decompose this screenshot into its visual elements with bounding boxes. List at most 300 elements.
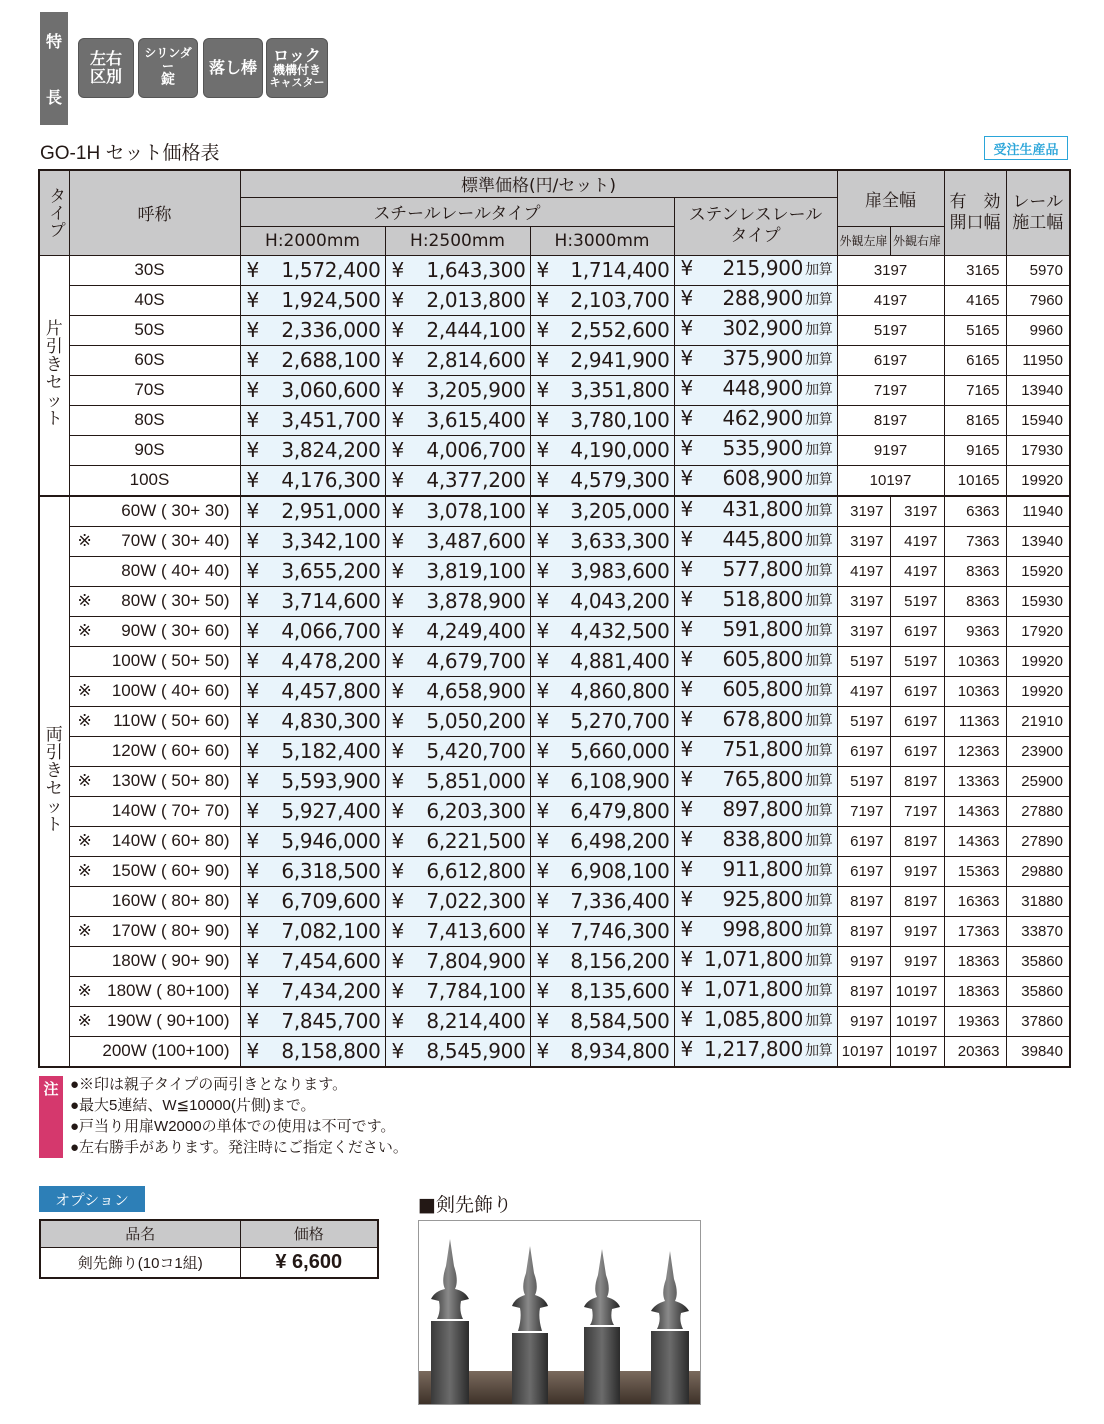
door-left-width: 4197 (837, 556, 890, 586)
price-cell (240, 435, 385, 465)
header-type (39, 170, 69, 255)
opening-width: 11363 (944, 706, 1006, 736)
model-name-text: 180W ( 80+100) (107, 981, 230, 1000)
yen-sign: ¥ (246, 919, 259, 943)
door-width: 10197 (837, 465, 944, 496)
price-value: 3,615,400 (426, 408, 526, 432)
yen-sign: ¥ (391, 679, 404, 703)
yen-sign: ¥ (680, 616, 693, 641)
spike-2 (512, 1246, 548, 1405)
price-cell (385, 976, 530, 1006)
addon-label: 加算 (805, 321, 833, 338)
price-value: 4,478,200 (281, 649, 381, 673)
price-cell (385, 345, 530, 375)
door-right-width: 4197 (890, 526, 944, 556)
yen-sign: ¥ (536, 919, 549, 943)
yen-sign: ¥ (246, 408, 259, 432)
addon-label: 加算 (805, 772, 833, 789)
yen-sign: ¥ (391, 318, 404, 342)
model-name-text: 80W ( 40+ 40) (121, 561, 230, 580)
price-cell (530, 616, 674, 646)
price-cell (674, 285, 837, 315)
price-value: 765,800 (722, 766, 804, 791)
feature-label: 落し棒 (208, 58, 257, 78)
door-width: 8197 (837, 405, 944, 435)
door-left-width: 3197 (837, 616, 890, 646)
model-name-text: 130W ( 50+ 80) (111, 771, 230, 790)
model-name (69, 556, 240, 586)
price-value: 302,900 (722, 315, 804, 340)
yen-sign: ¥ (536, 649, 549, 673)
yen-sign: ¥ (680, 1006, 693, 1031)
price-cell (530, 1006, 674, 1036)
table-row (39, 465, 1070, 496)
model-name-text: 120W ( 60+ 60) (111, 741, 230, 760)
price-cell (385, 435, 530, 465)
yen-sign: ¥ (391, 649, 404, 673)
rail-width: 15920 (1006, 556, 1070, 586)
door-width: 3197 (837, 255, 944, 285)
price-value: 2,951,000 (281, 499, 381, 523)
yen-sign: ¥ (246, 739, 259, 763)
price-value: 2,688,100 (281, 348, 381, 372)
model-name (69, 646, 240, 676)
spike-3 (584, 1249, 620, 1405)
model-name (69, 736, 240, 766)
header-stainless (674, 197, 837, 255)
addon-label: 加算 (805, 952, 833, 969)
yen-sign: ¥ (536, 889, 549, 913)
double-type-label (39, 496, 69, 1067)
table-row (39, 345, 1070, 375)
door-left-width: 8197 (837, 886, 890, 916)
price-value: 445,800 (722, 526, 804, 551)
model-name (69, 1036, 240, 1067)
note-item: ●戸当り用扉W2000の単体での使用は不可です。 (70, 1118, 396, 1135)
model-name: 50S (69, 315, 240, 345)
price-cell (240, 766, 385, 796)
price-value: 7,454,600 (281, 949, 381, 973)
note-item: ●最大5連結、W≦10000(片側)まで。 (70, 1097, 316, 1114)
type-label-char: セ (45, 779, 63, 799)
type-label-char: 引 (45, 337, 63, 358)
door-left-width: 9197 (837, 1006, 890, 1036)
price-value: 3,351,800 (570, 378, 670, 402)
parent-child-mark: ※ (77, 621, 92, 640)
price-value: 4,860,800 (570, 679, 670, 703)
yen-sign: ¥ (246, 1009, 259, 1033)
model-name (69, 616, 240, 646)
price-value: 6,612,800 (426, 859, 526, 883)
model-name (69, 676, 240, 706)
header-opening (944, 170, 1006, 255)
opening-width: 5165 (944, 315, 1006, 345)
price-cell (674, 706, 837, 736)
yen-sign: ¥ (680, 586, 693, 611)
header-type-label: タイプ (45, 187, 66, 239)
door-left-width: 3197 (837, 496, 890, 527)
price-value: 605,800 (722, 646, 804, 671)
opening-width: 3165 (944, 255, 1006, 285)
addon-label: 加算 (805, 682, 833, 699)
model-name-text: 200W (100+100) (102, 1041, 230, 1060)
model-name-text: 80W ( 30+ 50) (121, 591, 230, 610)
table-row (39, 255, 1070, 285)
yen-sign: ¥ (680, 345, 693, 370)
yen-sign: ¥ (536, 679, 549, 703)
yen-sign: ¥ (536, 829, 549, 853)
yen-sign: ¥ (680, 496, 693, 521)
price-value: 6,479,800 (570, 799, 670, 823)
door-right-width: 10197 (890, 976, 944, 1006)
door-left-width: 5197 (837, 706, 890, 736)
model-name (69, 856, 240, 886)
price-value: 4,066,700 (281, 619, 381, 643)
price-cell (674, 345, 837, 375)
price-value: 8,214,400 (426, 1009, 526, 1033)
price-value: 4,043,200 (570, 589, 670, 613)
price-value: 215,900 (722, 255, 804, 280)
rail-width: 5970 (1006, 255, 1070, 285)
price-cell (240, 796, 385, 826)
header-h3000: H:3000mm (530, 226, 674, 255)
feature-drop-bolt (203, 38, 263, 98)
door-left-width: 9197 (837, 946, 890, 976)
yen-sign: ¥ (246, 288, 259, 312)
model-name (69, 526, 240, 556)
price-value: 4,658,900 (426, 679, 526, 703)
price-cell (385, 796, 530, 826)
price-value: 2,552,600 (570, 318, 670, 342)
price-value: 4,249,400 (426, 619, 526, 643)
addon-label: 加算 (805, 862, 833, 879)
yen-sign: ¥ (536, 1009, 549, 1033)
yen-sign: ¥ (246, 889, 259, 913)
model-name-text: 100W ( 40+ 60) (111, 681, 230, 700)
price-value: 1,924,500 (281, 288, 381, 312)
yen-sign: ¥ (536, 799, 549, 823)
yen-sign: ¥ (391, 529, 404, 553)
model-name (69, 1006, 240, 1036)
price-value: 1,217,800 (704, 1036, 804, 1061)
yen-sign: ¥ (536, 949, 549, 973)
option-header-price: 価格 (240, 1220, 378, 1247)
yen-sign: ¥ (536, 529, 549, 553)
page-title: GO-1H セット価格表 (40, 143, 220, 164)
type-label-char: 両 (45, 725, 63, 746)
rail-width: 7960 (1006, 285, 1070, 315)
table-row (39, 586, 1070, 616)
price-value: 6,203,300 (426, 799, 526, 823)
price-cell (530, 796, 674, 826)
rail-width: 9960 (1006, 315, 1070, 345)
door-right-width: 10197 (890, 1006, 944, 1036)
type-label-char: セ (45, 373, 63, 393)
price-cell (385, 526, 530, 556)
price-cell (674, 676, 837, 706)
addon-label: 加算 (805, 982, 833, 999)
price-value: 2,444,100 (426, 318, 526, 342)
feature-lock-caster (266, 38, 328, 98)
table-row (39, 946, 1070, 976)
yen-sign: ¥ (391, 468, 404, 492)
price-cell (674, 255, 837, 285)
parent-child-mark: ※ (77, 861, 92, 880)
yen-sign: ¥ (246, 769, 259, 793)
price-cell (674, 435, 837, 465)
price-cell (385, 405, 530, 435)
opening-width: 6363 (944, 496, 1006, 527)
price-value: 5,270,700 (570, 709, 670, 733)
price-value: 577,800 (722, 556, 804, 581)
yen-sign: ¥ (246, 499, 259, 523)
door-right-width: 10197 (890, 1036, 944, 1067)
yen-sign: ¥ (680, 255, 693, 280)
price-value: 431,800 (722, 496, 804, 521)
price-cell (674, 826, 837, 856)
yen-sign: ¥ (246, 949, 259, 973)
price-cell (674, 315, 837, 345)
price-value: 6,221,500 (426, 829, 526, 853)
price-cell (385, 1036, 530, 1067)
door-left-width: 3197 (837, 526, 890, 556)
rail-width: 19920 (1006, 676, 1070, 706)
table-row (39, 315, 1070, 345)
price-value: 4,830,300 (281, 709, 381, 733)
yen-sign: ¥ (391, 288, 404, 312)
table-row (39, 916, 1070, 946)
price-value: 7,784,100 (426, 979, 526, 1003)
option-table (39, 1219, 379, 1279)
spike-1 (431, 1239, 469, 1405)
kensaki-title: ■剣先飾り (418, 1194, 512, 1216)
header-h2500: H:2500mm (385, 226, 530, 255)
model-name-text: 70W ( 30+ 40) (121, 531, 230, 550)
parent-child-mark: ※ (77, 1011, 92, 1030)
price-value: 3,983,600 (570, 559, 670, 583)
rail-width: 13940 (1006, 526, 1070, 556)
price-cell (240, 1006, 385, 1036)
price-cell (674, 1036, 837, 1067)
door-right-width: 9197 (890, 946, 944, 976)
price-value: 4,457,800 (281, 679, 381, 703)
price-value: 2,814,600 (426, 348, 526, 372)
price-value: 7,804,900 (426, 949, 526, 973)
yen-sign: ¥ (680, 976, 693, 1001)
door-left-width: 3197 (837, 586, 890, 616)
door-left-width: 5197 (837, 766, 890, 796)
price-value: 288,900 (722, 285, 804, 310)
opening-width: 18363 (944, 946, 1006, 976)
header-opening-2: 開口幅 (949, 212, 1001, 233)
table-row (39, 616, 1070, 646)
door-left-width: 10197 (837, 1036, 890, 1067)
price-value: 6,108,900 (570, 769, 670, 793)
spike-4 (651, 1251, 689, 1405)
yen-sign: ¥ (391, 619, 404, 643)
price-cell (530, 766, 674, 796)
price-cell (530, 255, 674, 285)
yen-sign: ¥ (536, 258, 549, 282)
price-cell (530, 946, 674, 976)
model-name: 60S (69, 345, 240, 375)
rail-width: 25900 (1006, 766, 1070, 796)
price-value: 897,800 (722, 796, 804, 821)
price-value: 7,336,400 (570, 889, 670, 913)
price-cell (240, 255, 385, 285)
kensaki-illustration (419, 1221, 701, 1405)
price-cell (530, 736, 674, 766)
door-width: 4197 (837, 285, 944, 315)
price-value: 3,205,900 (426, 378, 526, 402)
option-item-price: ¥ 6,600 (240, 1247, 378, 1278)
price-value: 591,800 (722, 616, 804, 641)
door-right-width: 7197 (890, 796, 944, 826)
yen-sign: ¥ (246, 378, 259, 402)
table-row (39, 706, 1070, 736)
price-cell (385, 916, 530, 946)
price-value: 5,593,900 (281, 769, 381, 793)
opening-width: 9165 (944, 435, 1006, 465)
rail-width: 39840 (1006, 1036, 1070, 1067)
price-value: 3,819,100 (426, 559, 526, 583)
model-name: 40S (69, 285, 240, 315)
price-value: 3,487,600 (426, 529, 526, 553)
price-cell (530, 586, 674, 616)
price-cell (240, 345, 385, 375)
yen-sign: ¥ (246, 348, 259, 372)
made-to-order-badge: 受注生産品 (984, 136, 1068, 160)
yen-sign: ¥ (246, 1039, 259, 1063)
price-cell (530, 856, 674, 886)
yen-sign: ¥ (391, 258, 404, 282)
price-cell (385, 285, 530, 315)
yen-sign: ¥ (536, 499, 549, 523)
price-cell (674, 976, 837, 1006)
price-value: 998,800 (722, 916, 804, 941)
price-value: 2,941,900 (570, 348, 670, 372)
yen-sign: ¥ (680, 766, 693, 791)
rail-width: 19920 (1006, 646, 1070, 676)
feature-cylinder-lock (138, 38, 198, 98)
door-right-width: 4197 (890, 556, 944, 586)
features-tag-char-1: 特 (45, 31, 62, 51)
price-cell (385, 706, 530, 736)
addon-label: 加算 (805, 652, 833, 669)
yen-sign: ¥ (391, 859, 404, 883)
price-cell (240, 496, 385, 527)
opening-width: 10363 (944, 676, 1006, 706)
yen-sign: ¥ (391, 919, 404, 943)
price-value: 3,078,100 (426, 499, 526, 523)
opening-width: 13363 (944, 766, 1006, 796)
price-table (38, 169, 1071, 1068)
opening-width: 15363 (944, 856, 1006, 886)
price-value: 518,800 (722, 586, 804, 611)
yen-sign: ¥ (536, 559, 549, 583)
rail-width: 35860 (1006, 946, 1070, 976)
addon-label: 加算 (805, 562, 833, 579)
price-value: 3,878,900 (426, 589, 526, 613)
rail-width: 21910 (1006, 706, 1070, 736)
rail-width: 35860 (1006, 976, 1070, 1006)
price-value: 448,900 (722, 375, 804, 400)
price-cell (674, 916, 837, 946)
price-cell (674, 465, 837, 496)
model-name-text: 100W ( 50+ 50) (111, 651, 230, 670)
price-value: 911,800 (722, 856, 804, 881)
opening-width: 19363 (944, 1006, 1006, 1036)
door-right-width: 5197 (890, 646, 944, 676)
price-cell (385, 856, 530, 886)
yen-sign: ¥ (680, 856, 693, 881)
model-name-text: 160W ( 80+ 80) (111, 891, 230, 910)
yen-sign: ¥ (680, 796, 693, 821)
price-cell (530, 435, 674, 465)
price-value: 7,434,200 (281, 979, 381, 1003)
price-value: 5,050,200 (426, 709, 526, 733)
price-value: 1,714,400 (570, 258, 670, 282)
price-value: 7,845,700 (281, 1009, 381, 1033)
parent-child-mark: ※ (77, 711, 92, 730)
addon-label: 加算 (805, 532, 833, 549)
price-cell (240, 556, 385, 586)
header-rail (1006, 170, 1070, 255)
price-value: 4,176,300 (281, 468, 381, 492)
price-cell (674, 646, 837, 676)
price-cell (530, 496, 674, 527)
opening-width: 8165 (944, 405, 1006, 435)
door-right-width: 5197 (890, 586, 944, 616)
opening-width: 6165 (944, 345, 1006, 375)
yen-sign: ¥ (680, 285, 693, 310)
yen-sign: ¥ (680, 526, 693, 551)
yen-sign: ¥ (680, 435, 693, 460)
door-left-width: 5197 (837, 646, 890, 676)
price-cell (385, 766, 530, 796)
features-tag (40, 12, 68, 125)
price-cell (385, 646, 530, 676)
price-cell (530, 465, 674, 496)
price-value: 8,584,500 (570, 1009, 670, 1033)
price-cell (240, 916, 385, 946)
parent-child-mark: ※ (77, 531, 92, 550)
header-outer-left: 外観左扉 (837, 226, 890, 255)
yen-sign: ¥ (246, 559, 259, 583)
door-left-width: 6197 (837, 826, 890, 856)
yen-sign: ¥ (536, 589, 549, 613)
rail-width: 27890 (1006, 826, 1070, 856)
rail-width: 27880 (1006, 796, 1070, 826)
door-left-width: 6197 (837, 856, 890, 886)
yen-sign: ¥ (246, 468, 259, 492)
price-value: 838,800 (722, 826, 804, 851)
price-cell (385, 255, 530, 285)
table-row (39, 496, 1070, 527)
yen-sign: ¥ (391, 889, 404, 913)
rail-width: 31880 (1006, 886, 1070, 916)
price-cell (530, 405, 674, 435)
price-cell (240, 526, 385, 556)
rail-width: 19920 (1006, 465, 1070, 496)
model-name-text: 90W ( 30+ 60) (121, 621, 230, 640)
price-value: 678,800 (722, 706, 804, 731)
yen-sign: ¥ (246, 318, 259, 342)
price-cell (530, 556, 674, 586)
addon-label: 加算 (805, 1012, 833, 1029)
yen-sign: ¥ (391, 709, 404, 733)
addon-label: 加算 (805, 832, 833, 849)
